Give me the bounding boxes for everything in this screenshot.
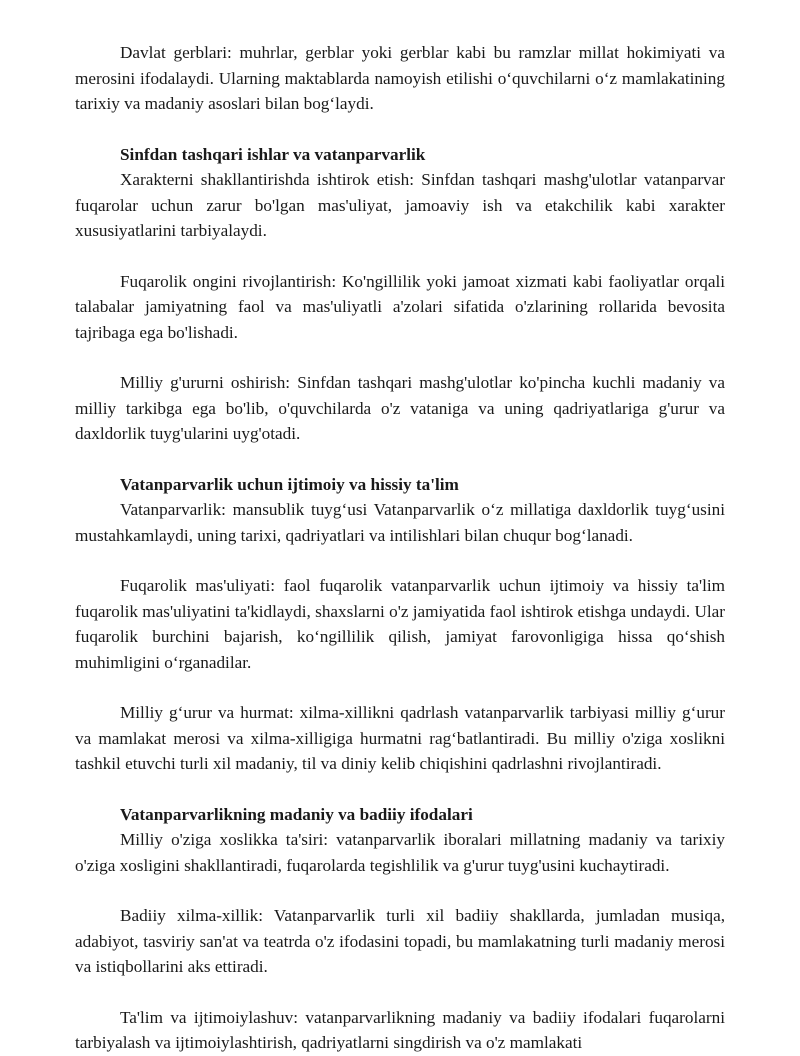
section-heading-social-emotional: Vatanparvarlik uchun ijtimoiy va hissiy ta'lim	[120, 474, 459, 494]
section-heading-extracurricular: Sinfdan tashqari ishlar va vatanparvarlik	[120, 144, 426, 164]
paragraph-civic-responsibility: Fuqarolik mas'uliyati: faol fuqarolik vatanparvarlik uchun ijtimoiy va hissiy ta'lim fuqarolik mas'uliyatini ta'kidlaydi, shaxslarni o'z jamiyatida faol ishtirok etishga undaydi. Ular fuqarolik burchini bajarish, ko‘ngillilik qilish, jamiyat farovonligiga hissa qo‘shish muhimligini o‘rganadilar.	[75, 576, 725, 672]
document-page	[75, 40, 725, 1056]
paragraph-artistic-diversity: Badiiy xilma-xillik: Vatanparvarlik turli xil badiiy shakllarda, jumladan musiqa, adabiyot, tasviriy san'at va teatrda o'z ifodasini topadi, bu mamlakatning turli madaniy merosi va istiqbollarini aks ettiradi.	[75, 906, 725, 976]
paragraph-education-socialization: Ta'lim va ijtimoiylashuv: vatanparvarlikning madaniy va badiiy ifodalari fuqarolarni tarbiyalash va ijtimoiylashtirish, qadriyatlarni singdirish va o'z mamlakati	[75, 1007, 725, 1052]
paragraph-civic-awareness: Fuqarolik ongini rivojlantirish: Ko'ngillilik yoki jamoat xizmati kabi faoliyatlar orqali talabalar jamiyatning faol va mas'uliyatli a'zolari sifatida o'zlarining rollarida bevosita tajribaga ega bo'lishadi.	[75, 271, 725, 342]
paragraph-belonging: Vatanparvarlik: mansublik tuyg‘usi Vatanparvarlik o‘z millatiga daxldorlik tuyg‘usini mustahkamlaydi, uning tarixi, qadriyatlari va intilishlari bilan chuqur bog‘lanadi.	[75, 500, 725, 545]
paragraph-identity-impact: Milliy o'ziga xoslikka ta'siri: vatanparvarlik iboralari millatning madaniy va tarixiy o'ziga xosligini shakllantiradi, fuqarolarda tegishlilik va g'urur tuyg'usini kuchaytiradi.	[75, 830, 725, 875]
section-heading-cultural-artistic: Vatanparvarlikning madaniy va badiiy ifodalari	[120, 804, 473, 824]
paragraph-pride-respect: Milliy g‘urur va hurmat: xilma-xillikni qadrlash vatanparvarlik tarbiyasi milliy g‘urur va mamlakat merosi va xilma-xilligiga hurmatni rag‘batlantiradi. Bu milliy o'ziga xoslikni tashkil etuvchi turli xil madaniy, til va diniy kelib chiqishini qadrlashni rivojlantiradi.	[75, 703, 725, 773]
paragraph-national-pride: Milliy g'ururni oshirish: Sinfdan tashqari mashg'ulotlar ko'pincha kuchli madaniy va milliy tarkibga ega bo'lib, o'quvchilarda o'z vataniga va uning qadriyatlariga g'urur va daxldorlik tuyg'ularini uyg'otadi.	[75, 373, 725, 443]
paragraph-character-building: Xarakterni shakllantirishda ishtirok etish: Sinfdan tashqari mashg'ulotlar vatanparvar fuqarolar uchun zarur bo'lgan mas'uliyat, jamoaviy ish va etakchilik kabi xarakter xususiyatlarini tarbiyalaydi.	[75, 170, 725, 240]
intro-paragraph-1: Davlat gerblari: muhrlar, gerblar yoki gerblar kabi bu ramzlar millat hokimiyati va merosini ifodalaydi. Ularning maktablarda namoyish etilishi o‘quvchilarni o‘z mamlakatining tarixiy va madaniy asoslari bilan bog‘laydi.	[75, 43, 725, 113]
